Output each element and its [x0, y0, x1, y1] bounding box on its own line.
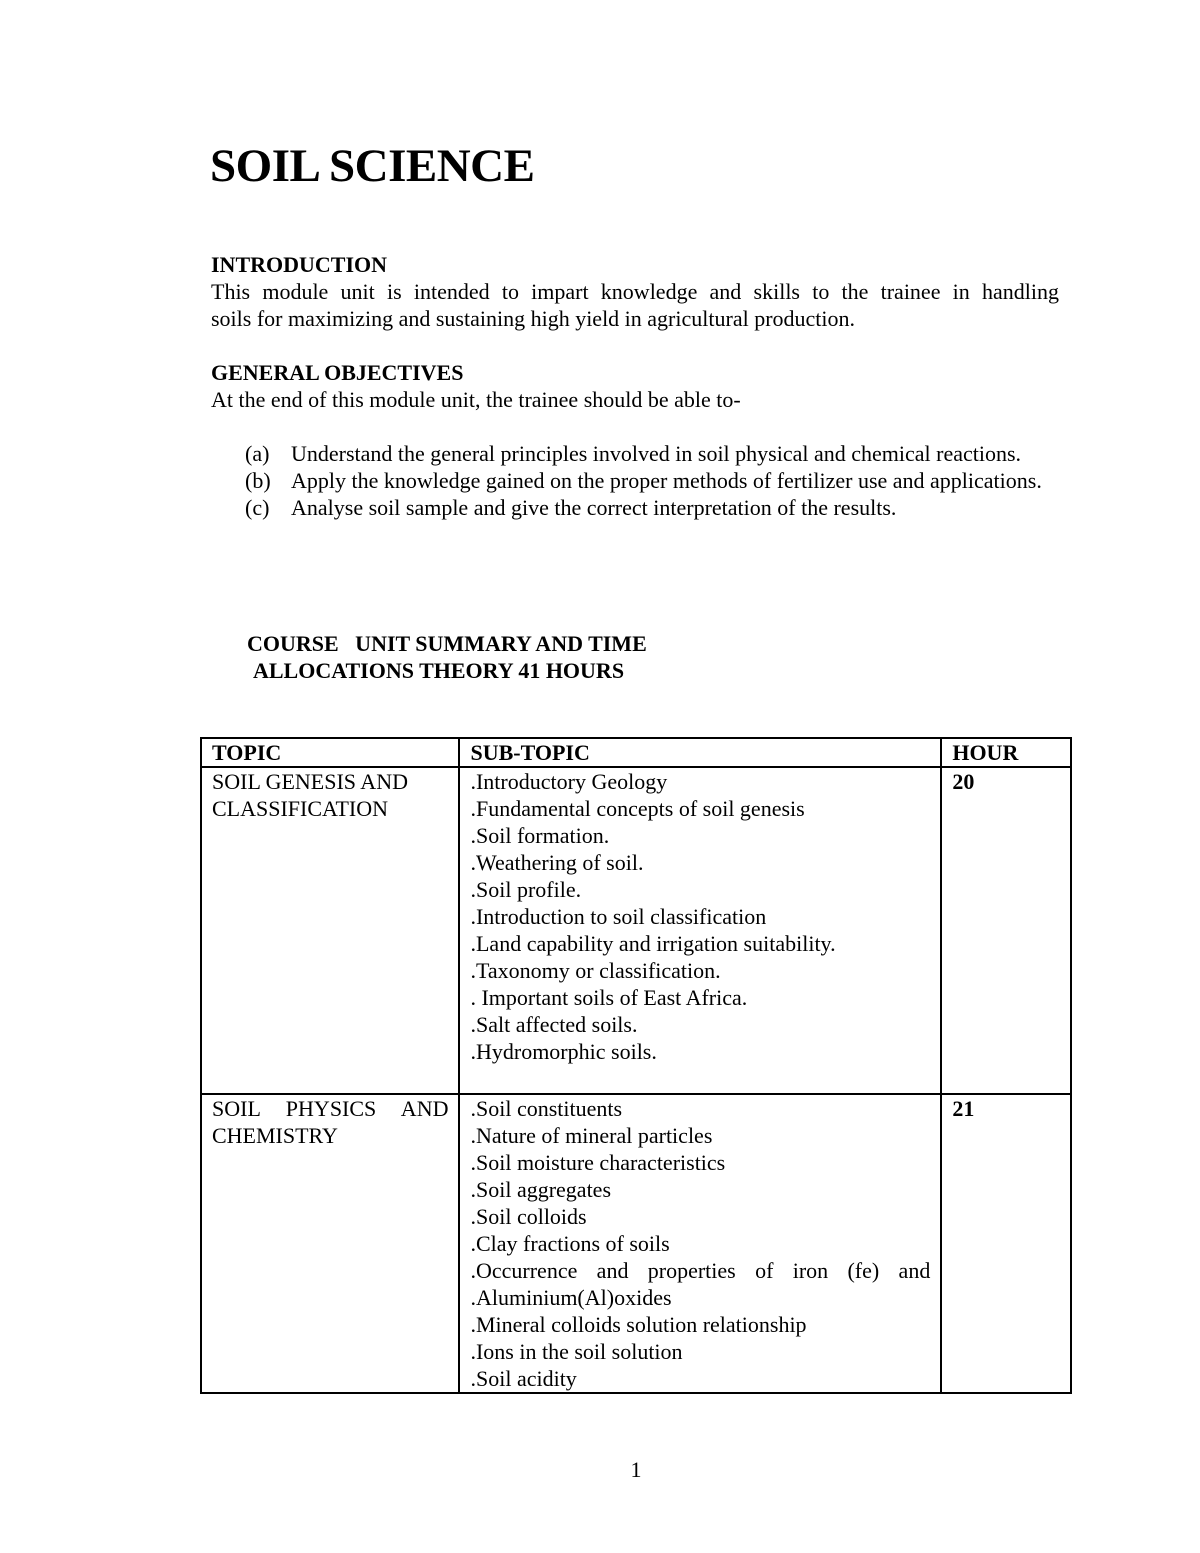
objectives-lead-text: At the end of this module unit, the trainee should be able to-: [211, 387, 741, 412]
topic-cell: [201, 1094, 459, 1393]
subtopic-item: .Nature of mineral particles: [470, 1123, 713, 1148]
subtopic-item: .Soil moisture characteristics: [470, 1150, 726, 1175]
objective-marker: (c): [245, 495, 270, 520]
objective-item: [245, 440, 1059, 467]
general-objectives-heading: GENERAL OBJECTIVES: [211, 360, 464, 385]
objective-text: Analyse soil sample and give the correct interpretation of the results.: [291, 495, 897, 520]
introduction-line-2: soils for maximizing and sustaining high yield in agricultural production.: [211, 306, 856, 331]
objective-marker: (a): [245, 441, 270, 466]
subtopic-item: .Fundamental concepts of soil genesis: [470, 796, 805, 821]
table-header-row: [201, 738, 1071, 767]
page-number: 1: [630, 1457, 642, 1482]
course-summary-heading: [247, 630, 647, 684]
subtopic-item: .Ions in the soil solution: [470, 1339, 683, 1364]
hour-column-header: HOUR: [941, 738, 1071, 767]
subtopic-item: .Aluminium(Al)oxides: [470, 1285, 672, 1310]
course-summary-line-2: ALLOCATIONS THEORY 41 HOURS: [253, 658, 625, 683]
subtopic-cell: [459, 767, 941, 1094]
topic-line-1: SOIL GENESIS AND: [212, 769, 408, 794]
table-row: [201, 1094, 1071, 1393]
subtopic-item: .Soil colloids: [470, 1204, 587, 1229]
subtopic-item: .Soil profile.: [470, 877, 582, 902]
introduction-paragraph: [211, 278, 1059, 332]
subtopic-cell: [459, 1094, 941, 1393]
subtopic-item: .Soil constituents: [470, 1096, 623, 1121]
subtopic-item: . Important soils of East Africa.: [470, 985, 748, 1010]
subtopic-item: .Taxonomy or classification.: [470, 958, 721, 983]
course-unit-table: [200, 737, 1072, 1394]
topic-column-header: TOPIC: [201, 738, 459, 767]
objective-marker: (b): [245, 468, 271, 493]
document-title: SOIL SCIENCE: [210, 140, 535, 192]
subtopic-item: .Mineral colloids solution relationship: [470, 1312, 807, 1337]
subtopic-item: .Clay fractions of soils: [470, 1231, 670, 1256]
subtopic-item: .Hydromorphic soils.: [470, 1039, 657, 1064]
table-row: [201, 767, 1071, 1094]
subtopic-item: .Soil formation.: [470, 823, 610, 848]
topic-cell: [201, 767, 459, 1094]
topic-line-2: CLASSIFICATION: [212, 796, 389, 821]
topic-line-2: CHEMISTRY: [212, 1123, 338, 1148]
subtopic-item: .Introduction to soil classification: [470, 904, 767, 929]
hour-cell: 21: [941, 1094, 1071, 1393]
introduction-heading: INTRODUCTION: [211, 252, 388, 277]
objective-text: Apply the knowledge gained on the proper methods of fertilizer use and applications.: [291, 468, 1042, 493]
subtopic-item: .Introductory Geology: [470, 769, 668, 794]
objective-item: [245, 467, 1059, 494]
subtopic-item: .Soil acidity: [470, 1366, 577, 1391]
subtopic-item: .Salt affected soils.: [470, 1012, 638, 1037]
subtopic-item: .Weathering of soil.: [470, 850, 644, 875]
introduction-line-1: This module unit is intended to impart knowledge and skills to the trainee in handling: [211, 279, 1059, 304]
subtopic-item: .Land capability and irrigation suitability.: [470, 931, 836, 956]
objective-item: [245, 494, 1059, 521]
subtopic-list: [470, 1095, 930, 1392]
objective-text: Understand the general principles involved in soil physical and chemical reactions.: [291, 441, 1022, 466]
subtopic-item: .Occurrence and properties of iron (fe) and: [470, 1258, 931, 1283]
topic-line-1: SOIL PHYSICS AND: [212, 1096, 449, 1121]
objectives-list: [245, 440, 1059, 521]
hour-cell: 20: [941, 767, 1071, 1094]
subtopic-column-header: SUB-TOPIC: [459, 738, 941, 767]
subtopic-item: .Soil aggregates: [470, 1177, 612, 1202]
subtopic-list: [470, 768, 930, 1065]
course-summary-line-1: COURSE UNIT SUMMARY AND TIME: [247, 631, 647, 656]
